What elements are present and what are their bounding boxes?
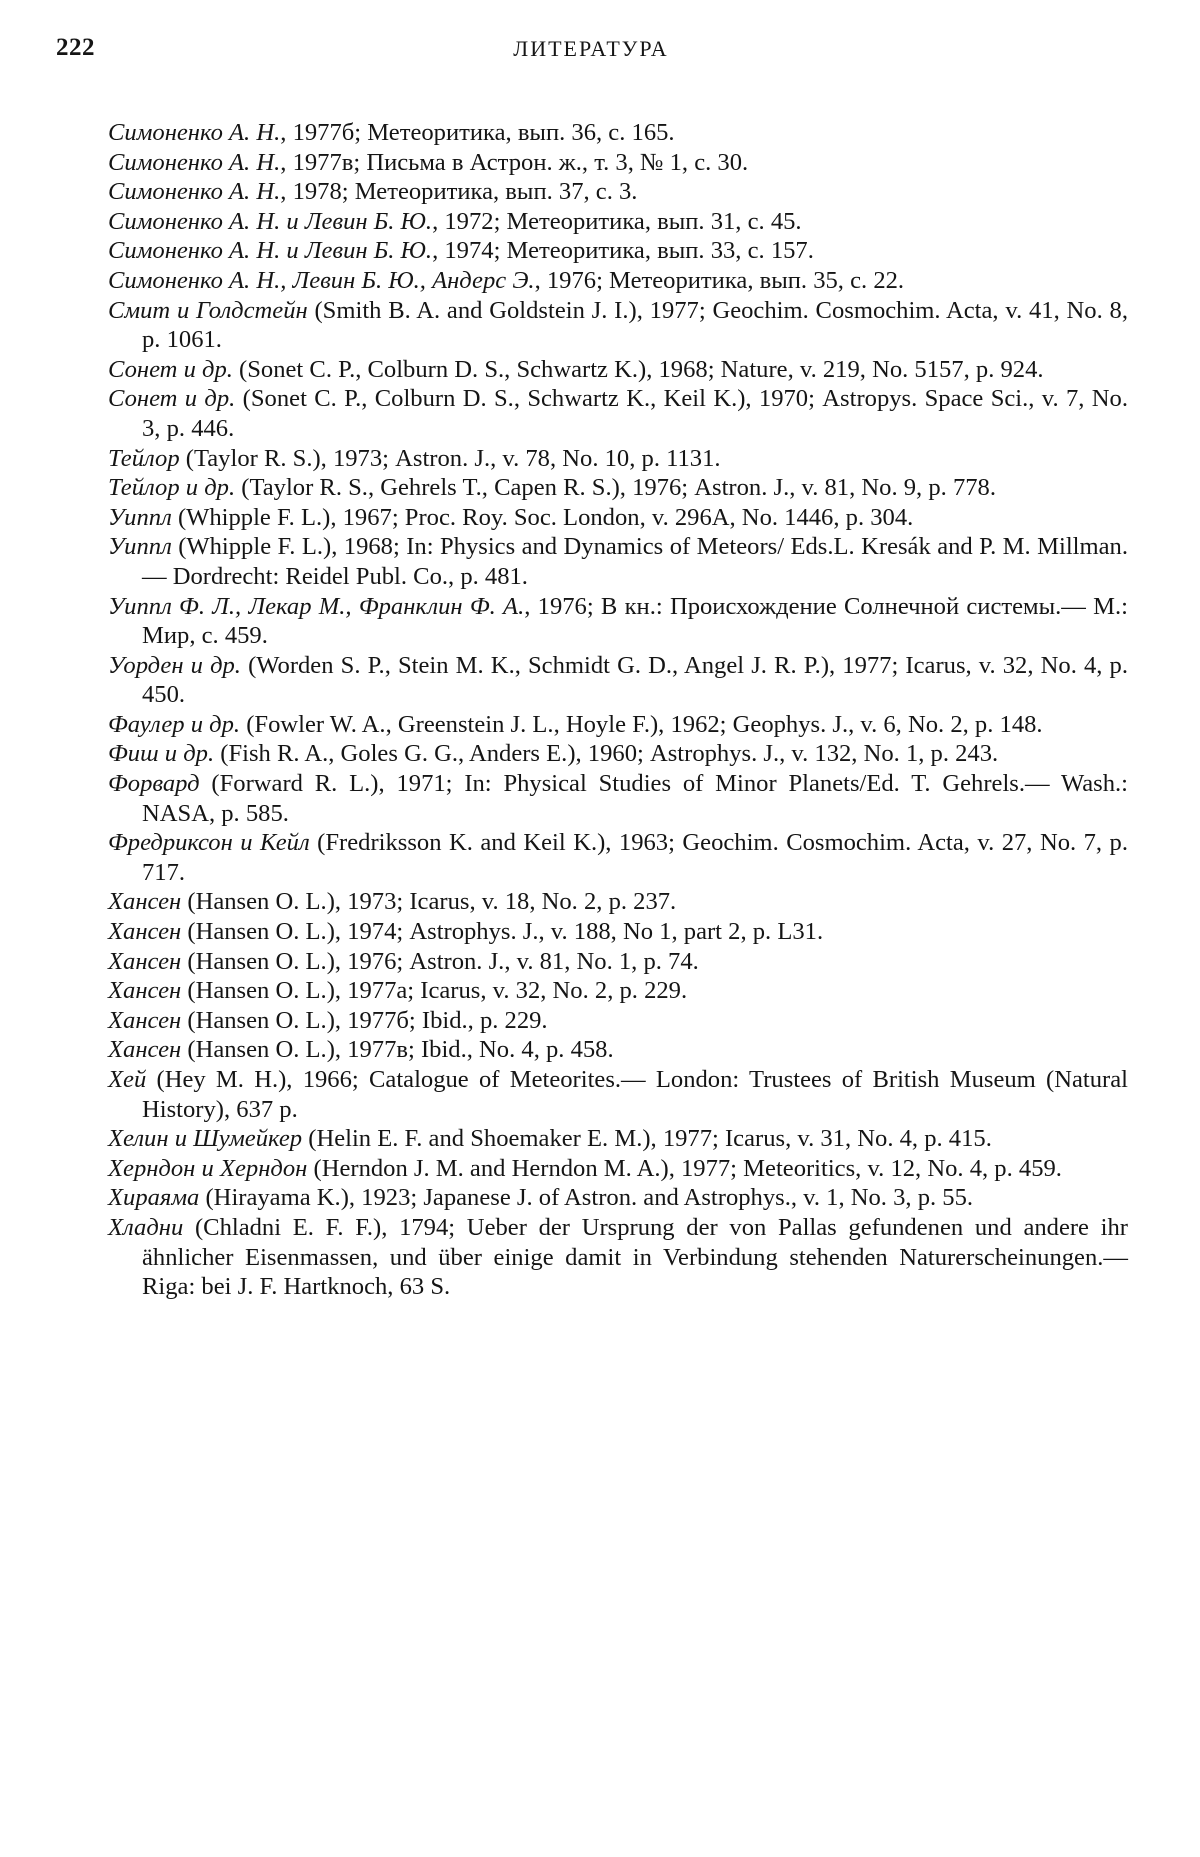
- reference-entry: [108, 769, 1128, 828]
- reference-author: Уиппл: [108, 503, 172, 531]
- reference-entry: [108, 296, 1128, 355]
- reference-details: (Taylor R. S.), 1973; Astron. J., v. 78, No. 10, p. 1131.: [179, 444, 721, 472]
- reference-entry: [108, 1035, 1128, 1065]
- reference-entry: [108, 177, 1128, 207]
- reference-author: Симоненко А. Н., Левин Б. Ю., Андерс Э.: [108, 266, 535, 294]
- reference-entry: [108, 592, 1128, 651]
- reference-entry: [108, 828, 1128, 887]
- reference-details: (Sonet C. P., Colburn D. S., Schwartz K.), 1968; Nature, v. 219, No. 5157, p. 924.: [232, 355, 1044, 383]
- reference-author: Хладни: [108, 1213, 184, 1241]
- reference-entry: [108, 1065, 1128, 1124]
- reference-details: (Hey M. H.), 1966; Catalogue of Meteorites.— London: Trustees of British Museum (Natural History), 637 p.: [142, 1066, 1128, 1123]
- reference-details: (Hirayama K.), 1923; Japanese J. of Astron. and Astrophys., v. 1, No. 3, p. 55.: [199, 1184, 974, 1212]
- reference-details: , 1976; В кн.: Происхождение Солнечной системы.— М.: Мир, с. 459.: [142, 592, 1128, 650]
- reference-list: [108, 118, 1128, 1302]
- reference-entry: [108, 917, 1128, 947]
- reference-details: (Forward R. L.), 1971; In: Physical Studies of Minor Planets/Ed. T. Gehrels.— Wash.: NASA, p. 585.: [142, 770, 1128, 827]
- reference-details: , 1974; Метеоритика, вып. 33, с. 157.: [432, 237, 814, 265]
- reference-details: (Helin E. F. and Shoemaker E. M.), 1977; Icarus, v. 31, No. 4, p. 415.: [302, 1125, 992, 1153]
- reference-details: (Hansen O. L.), 1977а; Icarus, v. 32, No. 2, p. 229.: [181, 977, 688, 1005]
- reference-author: Тейлор: [108, 444, 180, 472]
- reference-details: (Hansen O. L.), 1977в; Ibid., No. 4, p. 458.: [181, 1036, 614, 1064]
- reference-author: Хансен: [108, 1006, 182, 1034]
- reference-details: , 1978; Метеоритика, вып. 37, с. 3.: [280, 178, 638, 206]
- reference-author: Фиш и др.: [108, 740, 215, 768]
- reference-entry: [108, 1183, 1128, 1213]
- reference-author: Симоненко А. Н. и Левин Б. Ю.: [108, 207, 433, 235]
- reference-author: Херндон и Херндон: [108, 1154, 308, 1182]
- reference-entry: [108, 651, 1128, 710]
- reference-details: (Hansen O. L.), 1976; Astron. J., v. 81, No. 1, p. 74.: [181, 947, 699, 975]
- reference-details: , 1977б; Метеоритика, вып. 36, с. 165.: [280, 119, 675, 146]
- reference-author: Хелин и Шумейкер: [108, 1125, 303, 1153]
- reference-author: Хансен: [108, 947, 182, 975]
- page-header: [56, 34, 1126, 74]
- reference-details: (Worden S. P., Stein M. K., Schmidt G. D., Angel J. R. P.), 1977; Icarus, v. 32, No. 4, p. 450.: [142, 651, 1128, 709]
- reference-entry: [108, 1213, 1128, 1302]
- reference-author: Фаулер и др.: [108, 710, 241, 738]
- reference-author: Хансен: [108, 977, 182, 1005]
- reference-entry: [108, 148, 1128, 178]
- reference-details: , 1977в; Письма в Астрон. ж., т. 3, № 1, с. 30.: [280, 148, 749, 176]
- reference-author: Симоненко А. Н. и Левин Б. Ю.: [108, 237, 433, 265]
- reference-author: Хансен: [108, 888, 182, 916]
- reference-author: Симоненко А. Н.: [108, 119, 281, 146]
- reference-details: , 1976; Метеоритика, вып. 35, с. 22.: [534, 266, 905, 294]
- reference-author: Сонет и др.: [108, 355, 233, 383]
- reference-details: (Whipple F. L.), 1967; Proc. Roy. Soc. London, v. 296A, No. 1446, p. 304.: [171, 503, 914, 531]
- reference-entry: [108, 207, 1128, 237]
- reference-entry: [108, 710, 1128, 740]
- reference-author: Хансен: [108, 1036, 182, 1064]
- reference-author: Уорден и др.: [108, 651, 241, 679]
- reference-details: (Whipple F. L.), 1968; In: Physics and Dynamics of Meteors/ Eds.L. Kresák and P. M. Millman.— Dordrecht: Reidel Publ. Co., p. 481.: [142, 533, 1128, 590]
- reference-entry: [108, 1124, 1128, 1154]
- reference-entry: [108, 236, 1128, 266]
- reference-entry: [108, 355, 1128, 385]
- reference-entry: [108, 384, 1128, 443]
- reference-details: (Chladni E. F. F.), 1794; Ueber der Ursprung der von Pallas gefundenen und andere ihr ähnlicher Eisenmassen, und über einige damit in Verbindung stehenden Naturerscheinungen.— Riga: bei J. F. Hartknoch, 63 S.: [142, 1213, 1128, 1301]
- reference-entry: [108, 532, 1128, 591]
- reference-details: (Fish R. A., Goles G. G., Anders E.), 1960; Astrophys. J., v. 132, No. 1, p. 243.: [214, 740, 999, 768]
- reference-entry: [108, 739, 1128, 769]
- reference-author: Симоненко А. Н.: [108, 178, 281, 206]
- reference-author: Симоненко А. Н.: [108, 148, 281, 176]
- reference-details: (Hansen O. L.), 1974; Astrophys. J., v. 188, No 1, part 2, p. L31.: [181, 918, 824, 946]
- reference-author: Форвард: [108, 770, 200, 798]
- reference-entry: [108, 266, 1128, 296]
- reference-entry: [108, 503, 1128, 533]
- page-number: 222: [56, 34, 95, 61]
- reference-entry: [108, 947, 1128, 977]
- reference-entry: [108, 976, 1128, 1006]
- reference-details: (Fowler W. A., Greenstein J. L., Hoyle F.), 1962; Geophys. J., v. 6, No. 2, p. 148.: [240, 710, 1043, 738]
- reference-author: Хей: [108, 1066, 147, 1093]
- running-head: ЛИТЕРАТУРА: [513, 36, 669, 61]
- reference-author: Уиппл Ф. Л., Лекар М., Франклин Ф. А.: [108, 592, 525, 620]
- reference-author: Тейлор и др.: [108, 474, 236, 502]
- reference-details: (Sonet C. P., Colburn D. S., Schwartz K., Keil K.), 1970; Astropys. Space Sci., v. 7, No. 3, p. 446.: [142, 385, 1128, 442]
- reference-author: Сонет и др.: [108, 385, 236, 413]
- reference-author: Уиппл: [108, 533, 172, 561]
- reference-entry: [108, 1154, 1128, 1184]
- reference-entry: [108, 887, 1128, 917]
- reference-author: Хираяма: [108, 1184, 200, 1212]
- reference-author: Фредриксон и Кейл: [108, 829, 310, 857]
- reference-details: (Fredriksson K. and Keil K.), 1963; Geochim. Cosmochim. Acta, v. 27, No. 7, p. 717.: [142, 829, 1128, 886]
- reference-entry: [108, 473, 1128, 503]
- reference-author: Смит и Голдстейн: [108, 296, 308, 324]
- reference-entry: [108, 444, 1128, 474]
- reference-details: (Smith B. A. and Goldstein J. I.), 1977; Geochim. Cosmochim. Acta, v. 41, No. 8, p. 1061.: [142, 296, 1128, 354]
- reference-details: (Herndon J. M. and Herndon M. A.), 1977; Meteoritics, v. 12, No. 4, p. 459.: [307, 1154, 1062, 1182]
- reference-details: (Hansen O. L.), 1973; Icarus, v. 18, No. 2, p. 237.: [181, 888, 677, 916]
- reference-details: (Hansen O. L.), 1977б; Ibid., p. 229.: [181, 1006, 548, 1034]
- reference-author: Хансен: [108, 918, 182, 946]
- reference-details: , 1972; Метеоритика, вып. 31, с. 45.: [432, 207, 802, 235]
- reference-entry: [108, 1006, 1128, 1036]
- reference-details: (Taylor R. S., Gehrels T., Capen R. S.), 1976; Astron. J., v. 81, No. 9, p. 778.: [235, 474, 996, 502]
- reference-entry: [108, 118, 1128, 148]
